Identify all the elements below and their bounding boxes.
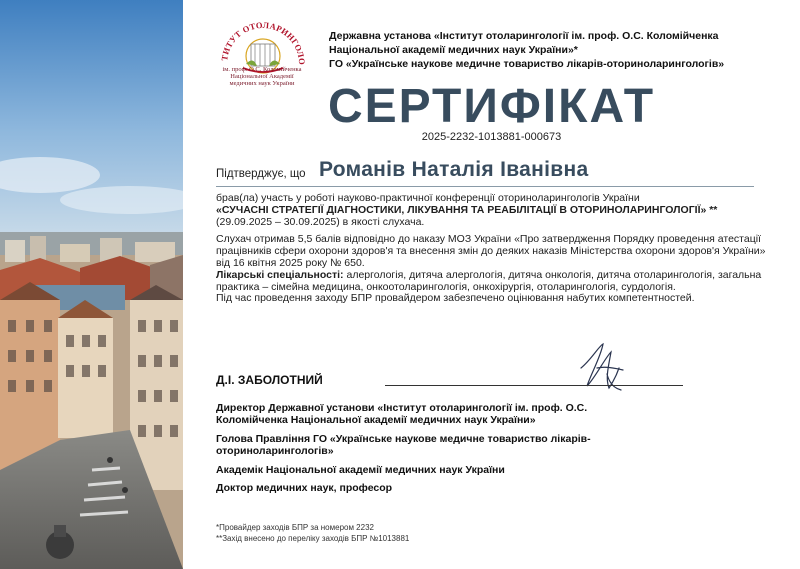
- org-line2: Національної академії медичних наук України»*: [329, 44, 578, 56]
- points-text: Слухач отримав 5,5 балів відповідно до наказу МОЗ України «Про затвердження Порядку проведення атестації працівників сфери охорони здоров'я та внесення змін до деяких наказів Міністерства охорони здоров'я України» від 16 квітня 2025 року № 650.: [216, 233, 766, 269]
- org-line3: ГО «Українське наукове медичне товариство лікарів-оториноларингологів»: [329, 58, 725, 70]
- certificate-body: [216, 193, 776, 305]
- confirm-label: Підтверджує, що: [216, 168, 306, 180]
- participation-text: брав(ла) участь у роботі науково-практичної конференції оториноларингологів України: [216, 192, 640, 204]
- signer-roles: [216, 402, 596, 500]
- certificate-content: [183, 0, 800, 569]
- footnote-provider: *Провайдер заходів БПР за номером 2232: [216, 523, 374, 532]
- specialties-label: Лікарські спеціальності:: [216, 268, 344, 281]
- logo-arc-text: ТИТУТ ОТОЛАРИНГОЛО: [219, 19, 308, 66]
- competence-text: Під час проведення заходу БПР провайдером забезпечено оцінювання набутих компетентностей.: [216, 292, 695, 305]
- signer-role-academician: Академік Національної академії медичних наук України: [216, 463, 505, 476]
- signer-role-degree: Доктор медичних наук, професор: [216, 482, 393, 495]
- certificate-number: 2025-2232-1013881-000673: [421, 131, 562, 143]
- specialties-paragraph: [216, 270, 776, 294]
- city-rooftops-photo: [0, 0, 183, 569]
- signer-role-director: Директор Державної установи «Інститут отоларингології ім. проф. О.С. Коломійченка Національної академії медичних наук України»: [216, 402, 588, 427]
- org-line1: Державна установа «Інститут отоларингології ім. проф. О.С. Коломійченка: [329, 30, 719, 42]
- signer-name: Д.І. ЗАБОЛОТНИЙ: [216, 373, 323, 387]
- footnotes: [216, 523, 409, 544]
- signer-role-chairman: Голова Правління ГО «Українське наукове медичне товариство лікарів-оториноларингологів»: [216, 432, 591, 458]
- signature-line: [385, 385, 683, 386]
- logo-caption-line1: ім. проф. О.С. Коломійченка: [222, 66, 302, 73]
- logo-caption-line2: Національної Академії: [230, 73, 294, 80]
- logo-caption-line3: медичних наук України: [229, 80, 295, 87]
- handwritten-signature: [561, 338, 641, 398]
- recipient-name: Романів Наталія Іванівна: [319, 158, 589, 181]
- certificate-title: СЕРТИФІКАТ: [327, 80, 656, 133]
- specialties-list: алергологія, дитяча алергологія, дитяча онкологія, дитяча отоларингологія, загальна практика – сімейна медицина, онкоотоларингологія, онкохірургія, отоларингологія, сурдологія.: [216, 268, 762, 293]
- conference-dates: (29.09.2025 – 30.09.2025) в якості слухача.: [216, 215, 425, 228]
- name-underline: [216, 186, 754, 187]
- organization-header: [329, 29, 789, 71]
- footnote-event: **Захід внесено до переліку заходів БПР №1013881: [216, 533, 410, 543]
- conference-title: «СУЧАСНІ СТРАТЕГІЇ ДІАГНОСТИКИ, ЛІКУВАННЯ ТА РЕАБІЛІТАЦІЇ В ОТОРИНОЛАРИНГОЛОГІЇ» **: [216, 203, 718, 216]
